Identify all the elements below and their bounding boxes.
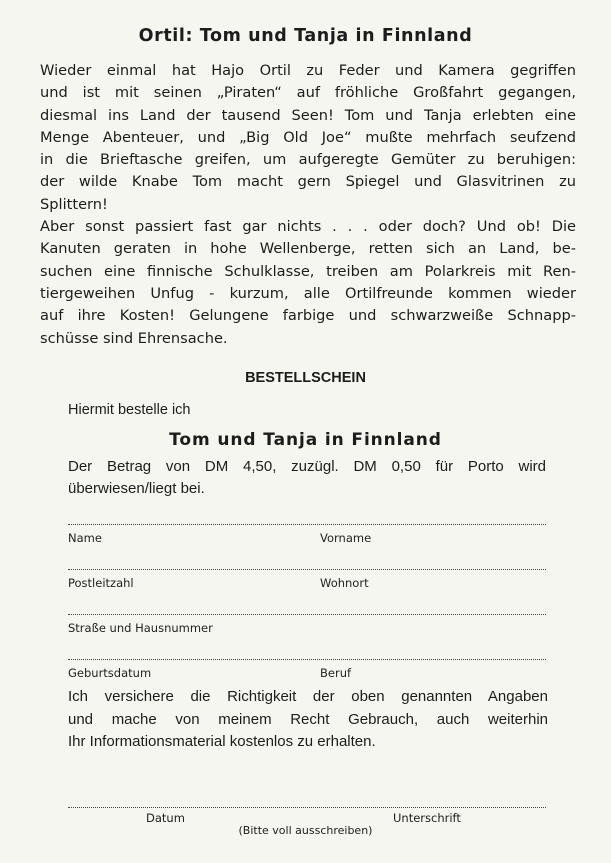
strasse-field-line[interactable] [68,614,546,615]
price-line: überwiesen/liegt bei. [68,480,205,497]
declaration-line: Ihr Informationsmaterial kostenlos zu erhalten. [68,733,376,750]
geburtsdatum-field-label: Geburtsdatum [68,666,152,680]
declaration-line: Ich versichere die Richtigkeit der oben genannten Angaben [68,688,548,705]
intro-line: auf ihre Kosten! Gelungene farbige und schwarzweiße Schnapp- [40,307,576,325]
strasse-field-label: Straße und Hausnummer [68,621,213,635]
intro-line: Aber sonst passiert fast gar nichts . . . oder doch? Und ob! Die [40,218,576,236]
postleitzahl-field-label: Postleitzahl [68,576,134,590]
intro-line: Kanuten geraten in hohe Wellenberge, retten sich an Land, be- [40,240,576,258]
order-form-heading: BESTELLSCHEIN [245,370,366,386]
datum-field-label: Datum [146,811,185,825]
intro-line: diesmal ins Land der tausend Seen! Tom und Tanja erlebten eine [40,106,576,124]
signature-field-line[interactable] [68,807,546,808]
intro-line: in die Brieftasche greifen, um aufgeregte Gemüter zu beruhigen: [40,151,576,169]
intro-line: Wieder einmal hat Hajo Ortil zu Feder und Kamera gegriffen [40,62,576,79]
price-statement [68,456,546,500]
geburtsdatum-beruf-field-line[interactable] [68,659,546,660]
wohnort-field-label: Wohnort [320,576,369,590]
unterschrift-field-label: Unterschrift [393,811,461,825]
price-line: Der Betrag von DM 4,50, zuzügl. DM 0,50 für Porto wird [68,458,546,475]
intro-line: tiergeweihen Unfug - kurzum, alle Ortilfreunde kommen wieder [40,284,576,302]
plz-wohnort-field-line[interactable] [68,569,546,570]
declaration-line: und mache von meinem Recht Gebrauch, auch weiterhin [68,710,548,728]
intro-paragraph [40,60,576,350]
beruf-field-label: Beruf [320,666,352,680]
name-field-label: Name [68,531,102,545]
intro-line: schüsse sind Ehrensache. [40,329,228,347]
signature-note: (Bitte voll ausschreiben) [238,824,373,837]
declaration-paragraph [68,686,548,754]
intro-line: der wilde Knabe Tom macht gern Spiegel und Glasvitrinen zu [40,173,576,191]
intro-line: Menge Abenteuer, und „Big Old Joe“ mußte mehrfach seufzend [40,128,576,146]
page-title: Ortil: Tom und Tanja in Finnland [138,26,473,46]
intro-line: suchen eine finnische Schulklasse, treiben am Polarkreis mit Ren- [40,262,576,280]
order-intro-text: Hiermit bestelle ich [68,402,191,418]
intro-line: und ist mit seinen „Piraten“ auf fröhliche Großfahrt gegangen, [40,84,576,102]
ordered-book-title: Tom und Tanja in Finnland [169,430,442,450]
vorname-field-label: Vorname [320,531,372,545]
name-vorname-field-line[interactable] [68,524,546,525]
intro-line: Splittern! [40,195,108,213]
